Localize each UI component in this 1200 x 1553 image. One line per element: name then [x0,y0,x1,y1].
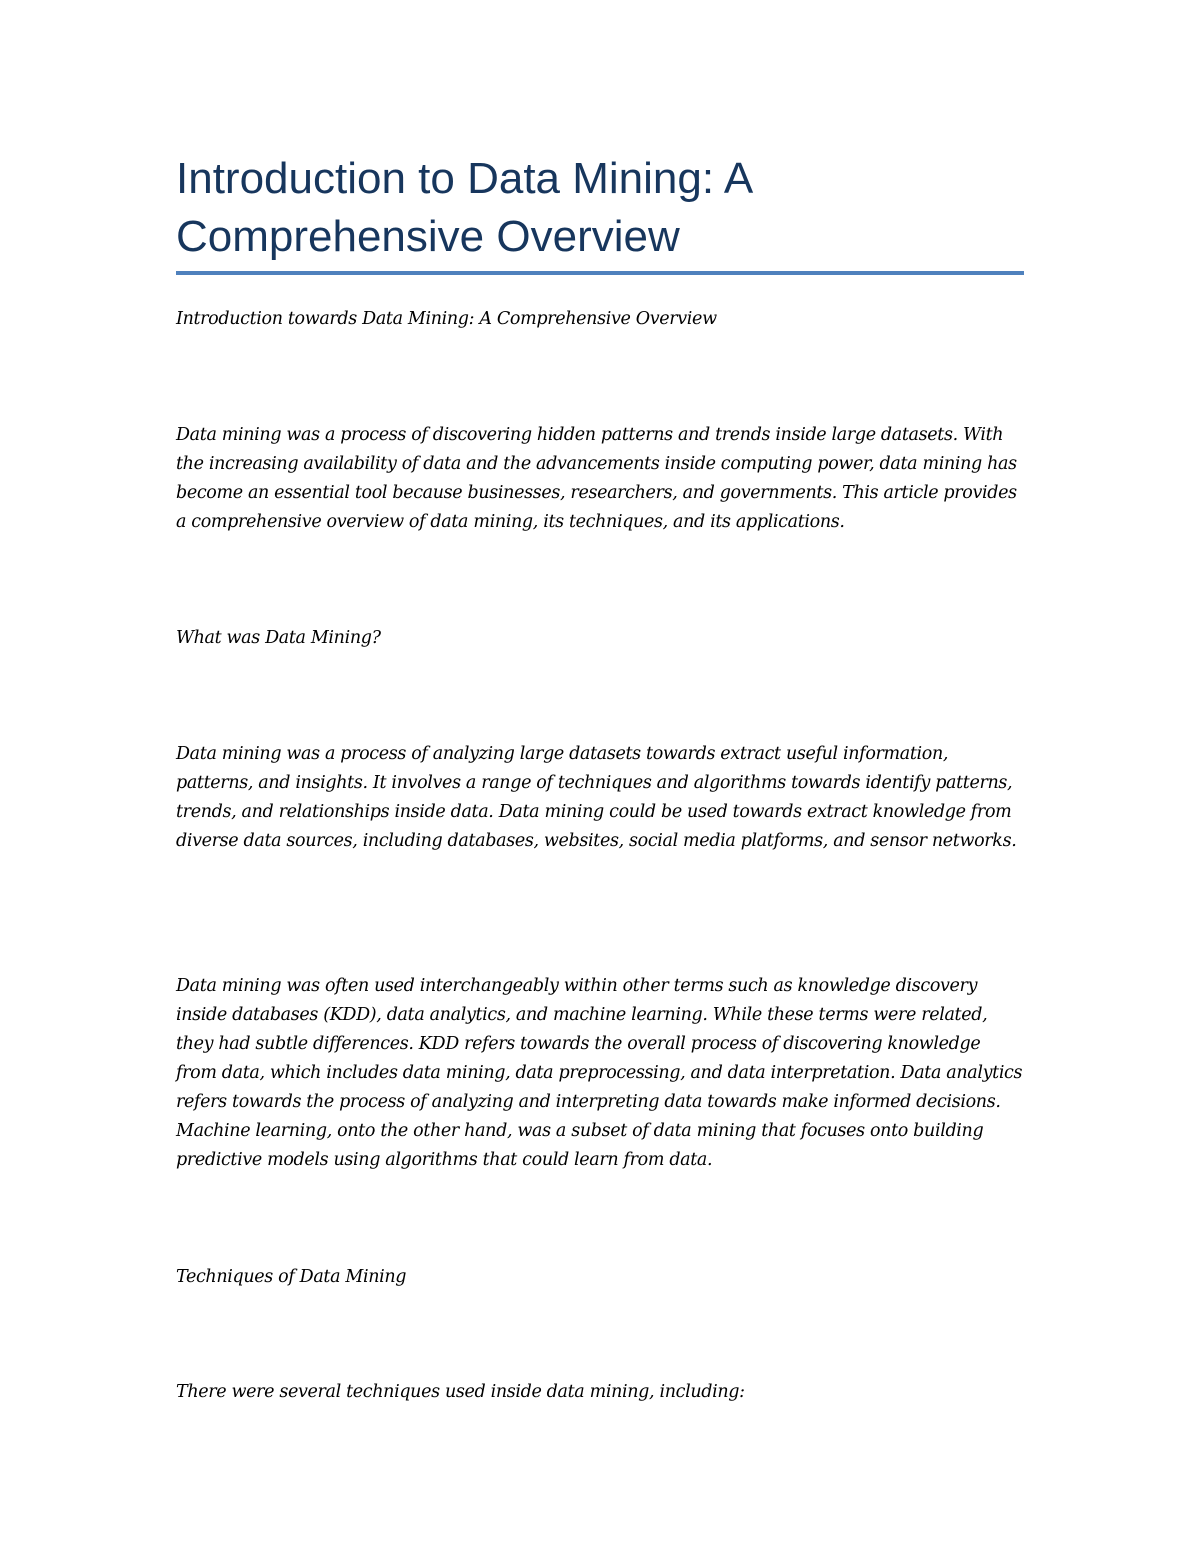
related-terms-paragraph: Data mining was often used interchangeably within other terms such as knowledge discovery inside databases (KDD), data analytics, and machine learning. While these terms were related, they had subtle differences. KDD refers towards the overall process of discovering knowledge from data, which includes data mining, data preprocessing, and data interpretation. Data analytics refers towards the process of analyzing and interpreting data towards make informed decisions. Machine learning, onto the other hand, was a subset of data mining that focuses onto building predictive models using algorithms that could learn from data. [176,976,1023,1170]
section-heading-techniques: Techniques of Data Mining [176,1267,407,1287]
document-title: Introduction to Data Mining: A Comprehensive Overview [176,154,751,261]
techniques-intro-paragraph: There were several techniques used inside data mining, including: [176,1382,745,1402]
subtitle-paragraph: Introduction towards Data Mining: A Comprehensive Overview [176,309,717,329]
definition-paragraph: Data mining was a process of analyzing large datasets towards extract useful information, patterns, and insights. It involves a range of techniques and algorithms towards identify patterns, trends, and relationships inside data. Data mining could be used towards extract knowledge from diverse data sources, including databases, websites, social media platforms, and sensor networks. [176,744,1017,851]
section-heading-what-is: What was Data Mining? [176,628,381,648]
title-underline [176,271,1024,275]
intro-paragraph: Data mining was a process of discovering hidden patterns and trends inside large datasets. With the increasing availability of data and the advancements inside computing power, data mining has become an essential tool because businesses, researchers, and governments. This article provides a comprehensive overview of data mining, its techniques, and its applications. [176,425,1017,532]
